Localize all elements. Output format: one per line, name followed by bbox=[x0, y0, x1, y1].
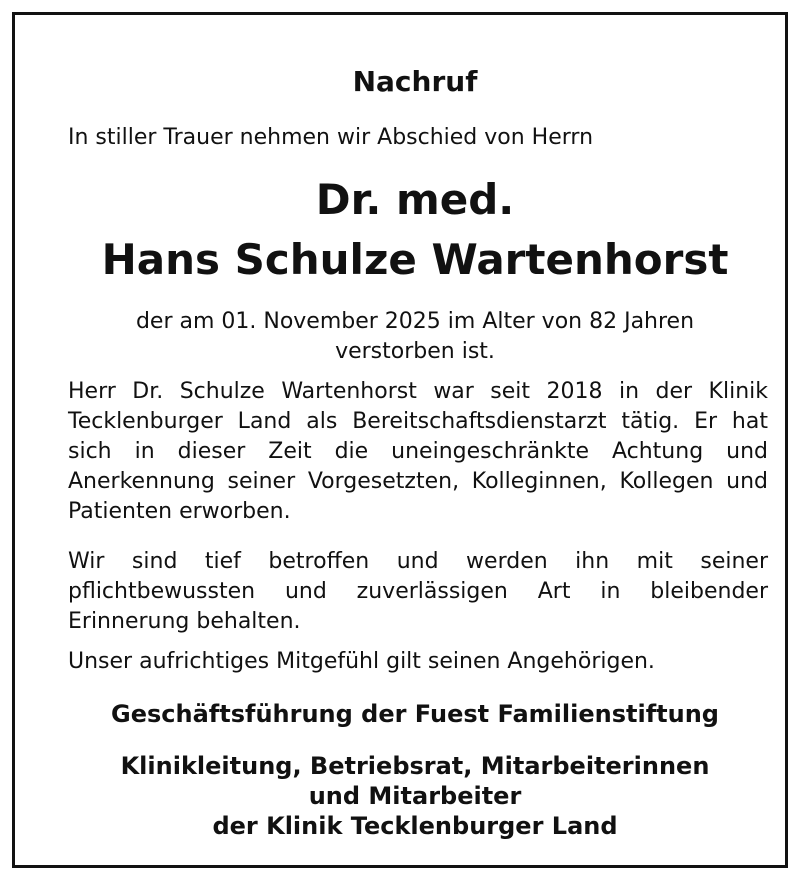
death-notice bbox=[55, 307, 775, 367]
paragraph-tribute: Herr Dr. Schulze Wartenhorst war seit 2018 in der Klinik Tecklenburger Land als Bereitschaftsdienstarzt tätig. Er hat sich in dieser Zeit die uneingeschränkte Achtung und Anerkennung seiner Vorgesetzten, Kolleginnen, Kollegen und Patienten erworben. bbox=[68, 379, 768, 524]
obituary-frame bbox=[12, 12, 788, 868]
signature-clinic bbox=[55, 751, 775, 841]
deceased-full-name: Hans Schulze Wartenhorst bbox=[101, 235, 729, 284]
deceased-title: Dr. med. bbox=[315, 175, 515, 224]
page-title: Nachruf bbox=[352, 65, 478, 98]
intro-text: In stiller Trauer nehmen wir Abschied von Herrn bbox=[68, 125, 594, 150]
death-notice-line-2: verstorben ist. bbox=[335, 339, 495, 364]
signature-foundation: Geschäftsführung der Fuest Familienstiftung bbox=[111, 700, 719, 728]
death-notice-line-1: der am 01. November 2025 im Alter von 82 Jahren bbox=[135, 309, 695, 334]
signature-clinic-line-3: der Klinik Tecklenburger Land bbox=[212, 812, 618, 840]
paragraph-condolence: Wir sind tief betroffen und werden ihn mit seiner pflichtbewussten und zuverlässigen Art in bleibender Erinnerung behalten. bbox=[68, 549, 768, 634]
deceased-name bbox=[55, 170, 775, 290]
paragraph-sympathy: Unser aufrichtiges Mitgefühl gilt seinen Angehörigen. bbox=[68, 649, 655, 674]
signature-clinic-line-1: Klinikleitung, Betriebsrat, Mitarbeiterinnen bbox=[120, 752, 710, 780]
signature-clinic-line-2: und Mitarbeiter bbox=[308, 782, 522, 810]
